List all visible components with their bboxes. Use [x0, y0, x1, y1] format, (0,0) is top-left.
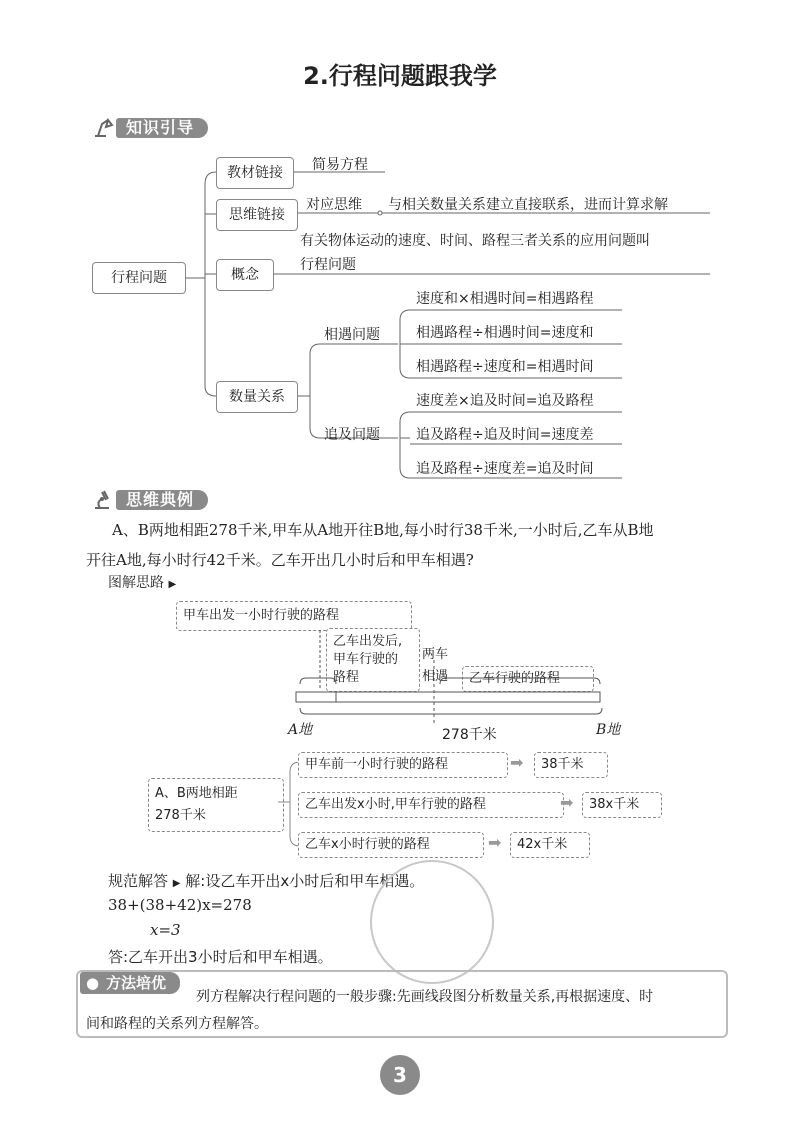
arrow-right-icon: ➡ — [560, 793, 574, 812]
section-header-knowledge — [92, 116, 232, 140]
problem-line1: A、B两地相距278千米,甲车从A地开往B地,每小时行38千米,一小时后,乙车从B地 — [112, 521, 654, 539]
method-label — [80, 972, 180, 994]
triangle-right-icon: ▶ — [172, 878, 181, 889]
relation-result-3: 42x千米 — [510, 832, 590, 858]
meeting-formula-2: 相遇路程÷相遇时间=速度和 — [416, 325, 594, 341]
meet-line2: 相遇 — [422, 669, 449, 684]
diagram-heading — [108, 572, 176, 592]
solution-heading: 规范解答 — [108, 872, 169, 890]
meeting-formula-3: 相遇路程÷速度和=相遇时间 — [416, 359, 594, 375]
method-line2: 间和路程的关系列方程解答。 — [86, 1016, 268, 1032]
distance-box-line2: 278千米 — [155, 808, 206, 823]
chasing-formula-2: 追及路程÷追及时间=速度差 — [416, 427, 594, 443]
textbook-link-text: 简易方程 — [312, 157, 368, 173]
concept-line2: 行程问题 — [300, 257, 356, 273]
meet-line1: 两车 — [422, 647, 449, 662]
relation-result-2: 38x千米 — [582, 792, 662, 818]
relation-row-3: 乙车x小时行驶的路程 — [298, 832, 484, 858]
problem-line2: 开往A地,每小时行42千米。乙车开出几小时后和甲车相遇? — [86, 551, 474, 569]
equation-1: 38+(38+42)x=278 — [108, 896, 252, 914]
meeting-problem-label: 相遇问题 — [324, 327, 380, 343]
watermark-stamp — [370, 860, 494, 984]
a-label: A地 — [288, 722, 313, 738]
diagram-heading-text: 图解思路 — [108, 575, 164, 591]
concept-box: 概念 — [216, 259, 274, 291]
distance-box-line1: A、B两地相距 — [155, 786, 238, 801]
microscope-icon — [92, 488, 114, 515]
chasing-problem-label: 追及问题 — [324, 427, 380, 443]
distance-label: 278千米 — [442, 727, 497, 743]
concept-line1: 有关物体运动的速度、时间、路程三者关系的应用问题叫 — [300, 233, 650, 249]
segment-line — [0, 620, 800, 740]
lamp-icon — [92, 116, 114, 143]
thinking-link-text2: 与相关数量关系建立直接联系，进而计算求解 — [388, 197, 668, 213]
method-label-text: 方法培优 — [106, 974, 167, 992]
page-number: 3 — [380, 1055, 420, 1095]
first-hour-box: 甲车出发一小时行驶的路程 — [176, 601, 412, 631]
after-start-line3: 路程 — [333, 670, 360, 685]
quantity-relation-box: 数量关系 — [216, 381, 298, 413]
method-line1: 列方程解决行程问题的一般步骤:先画线段图分析数量关系,再根据速度、时 — [196, 989, 654, 1005]
section-label: 思维典例 — [116, 490, 208, 510]
section-label: 知识引导 — [116, 118, 208, 138]
solution-text: 解:设乙车开出x小时后和甲车相遇。 — [185, 872, 425, 890]
after-start-line2: 甲车行驶的 — [333, 652, 399, 667]
chasing-formula-3: 追及路程÷速度差=追及时间 — [416, 461, 594, 477]
triangle-right-icon: ▶ — [168, 579, 177, 590]
equation-2: x=3 — [150, 921, 181, 939]
arrow-right-icon: ➡ — [488, 833, 502, 852]
chasing-formula-1: 速度差×追及时间=追及路程 — [416, 393, 594, 409]
location-pin-icon: ● — [86, 974, 100, 992]
relation-row-2: 乙车出发x小时,甲车行驶的路程 — [298, 792, 564, 818]
relation-result-1: 38千米 — [534, 752, 608, 778]
relation-row-1: 甲车前一小时行驶的路程 — [298, 752, 508, 778]
page-title: 2.行程问题跟我学 — [303, 62, 497, 90]
car-b-box: 乙车行驶的路程 — [462, 666, 594, 692]
textbook-link-box: 教材链接 — [216, 157, 294, 189]
solution-line1 — [108, 870, 424, 891]
meeting-formula-1: 速度和×相遇时间=相遇路程 — [416, 291, 594, 307]
root-box: 行程问题 — [92, 262, 186, 294]
thinking-link-text1: 对应思维 — [306, 197, 362, 213]
thinking-link-box: 思维链接 — [216, 199, 298, 231]
answer-line: 答:乙车开出3小时后和甲车相遇。 — [108, 948, 333, 966]
b-label: B地 — [596, 722, 621, 738]
after-start-line1: 乙车出发后, — [333, 634, 403, 649]
arrow-right-icon: ➡ — [510, 753, 524, 772]
section-header-examples — [92, 488, 242, 512]
